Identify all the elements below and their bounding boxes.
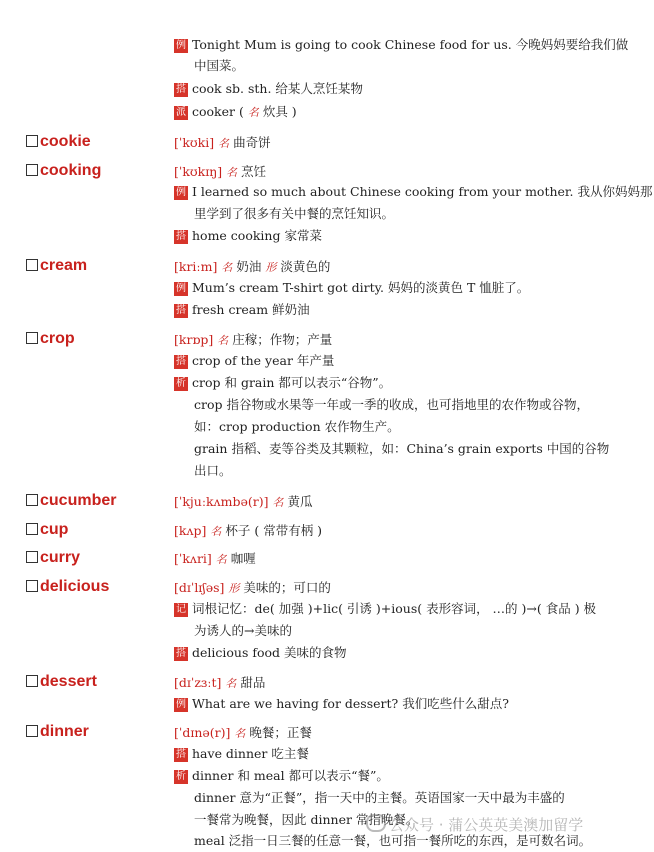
phrase-tag: 搭	[176, 305, 186, 316]
analysis-line-cont	[194, 438, 634, 459]
headword: dinner	[26, 722, 89, 742]
memory-tag: 记	[176, 604, 186, 615]
headword: crop	[26, 329, 75, 349]
analysis-text: dinner 和 meal 都可以表示“餐”。	[192, 768, 389, 783]
memory-text: 为诱人的→美味的	[194, 623, 292, 638]
definition-line	[174, 132, 614, 154]
pos-label: 名	[226, 166, 238, 179]
definition-line	[174, 329, 614, 351]
meaning: 美味的；可口的	[243, 580, 331, 595]
phrase-text: delicious food 美味的食物	[192, 645, 347, 660]
phrase-tag: 搭	[176, 231, 186, 242]
meaning: 杯子 ( 常带有柄 )	[225, 523, 323, 538]
meaning: 晚餐；正餐	[249, 725, 312, 740]
phrase-line	[174, 225, 614, 246]
analysis-line	[174, 765, 614, 786]
phonetic: [krɒp]	[174, 332, 214, 347]
analysis-text: dinner 意为“正餐”，指一天中的主餐。英语国家一天中最为丰盛的	[194, 790, 565, 805]
example-line-cont	[194, 203, 634, 224]
meaning: 淡黄色的	[280, 259, 331, 274]
phonetic: [ˈdɪnə(r)]	[174, 725, 231, 740]
definition-line	[174, 256, 614, 278]
pos-label: 形	[265, 261, 277, 274]
checkbox-icon[interactable]	[26, 259, 38, 271]
headword: cucumber	[26, 491, 116, 511]
wechat-icon	[366, 814, 386, 832]
derived-meaning: 炊具	[262, 104, 288, 119]
meaning: 曲奇饼	[233, 135, 271, 150]
example-text: I learned so much about Chinese cooking from your mother. 我从你妈妈那	[192, 184, 653, 199]
headword: cookie	[26, 132, 91, 152]
example-tag: 例	[176, 283, 186, 294]
phonetic: [ˈkʊkɪŋ]	[174, 164, 223, 179]
checkbox-icon[interactable]	[26, 164, 38, 176]
pos-label: 名	[215, 553, 227, 566]
example-tag: 例	[176, 187, 186, 198]
example-text: What are we having for dessert? 我们吃些什么甜点?	[192, 696, 509, 711]
headword: dessert	[26, 672, 97, 692]
phrase-tag: 搭	[176, 749, 186, 760]
pos-label: 名	[247, 106, 259, 119]
checkbox-icon[interactable]	[26, 551, 38, 563]
pos-label: 名	[225, 677, 237, 690]
checkbox-icon[interactable]	[26, 135, 38, 147]
meaning: 奶油	[236, 259, 262, 274]
pos-label: 名	[210, 525, 222, 538]
analysis-line-cont	[194, 787, 634, 808]
pos-label: 名	[272, 496, 284, 509]
example-line-cont	[194, 55, 634, 76]
memory-text: 词根记忆：de( 加强 )+lic( 引诱 )+ious( 表形容词， …的 )→( 食品 ) 极	[192, 601, 597, 616]
example-tag: 例	[176, 40, 186, 51]
phrase-line	[174, 78, 614, 99]
checkbox-icon[interactable]	[26, 494, 38, 506]
phrase-text: home cooking 家常菜	[192, 228, 322, 243]
definition-line	[174, 520, 614, 542]
phonetic: [dɪˈzɜːt]	[174, 675, 222, 690]
definition-line	[174, 548, 614, 570]
memory-line	[174, 598, 614, 619]
checkbox-icon[interactable]	[26, 332, 38, 344]
pos-label: 名	[217, 334, 229, 347]
phrase-text: cook sb. sth. 给某人烹饪某物	[192, 81, 363, 96]
example-text: Mum’s cream T-shirt got dirty. 妈妈的淡黄色 T 恤脏了。	[192, 280, 530, 295]
headword: cup	[26, 520, 68, 540]
pos-label: 名	[218, 137, 230, 150]
memory-line-cont	[194, 620, 634, 641]
meaning: 烹饪	[241, 164, 267, 179]
analysis-text: crop 指谷物或水果等一年或一季的收成，也可指地里的农作物或谷物，	[194, 397, 589, 412]
checkbox-icon[interactable]	[26, 580, 38, 592]
example-line	[174, 181, 653, 202]
derived-word: cooker	[192, 104, 235, 119]
analysis-line-cont	[194, 394, 634, 415]
pos-label: 名	[221, 261, 233, 274]
headword: cream	[26, 256, 87, 276]
checkbox-icon[interactable]	[26, 523, 38, 535]
phrase-line	[174, 743, 614, 764]
watermark: 公众号 · 蒲公英英美澳加留学	[366, 814, 583, 835]
phonetic: [dɪˈlɪʃəs]	[174, 580, 225, 595]
phrase-text: have dinner 吃主餐	[192, 746, 309, 761]
definition-line	[174, 161, 614, 183]
meaning: 庄稼；作物；产量	[232, 332, 333, 347]
phrase-tag: 搭	[176, 648, 186, 659]
pos-label: 形	[228, 582, 240, 595]
phonetic: [ˈkjuːkʌmbə(r)]	[174, 494, 269, 509]
phonetic: [kʌp]	[174, 523, 207, 538]
definition-line	[174, 577, 614, 599]
pos-label: 名	[234, 727, 246, 740]
phonetic: [kriːm]	[174, 259, 218, 274]
analysis-line	[174, 372, 614, 393]
example-tag: 例	[176, 699, 186, 710]
example-text: 中国菜。	[194, 58, 245, 73]
derived-tag: 派	[176, 107, 186, 118]
phrase-tag: 搭	[176, 356, 186, 367]
phonetic: [ˈkʌri]	[174, 551, 212, 566]
phrase-text: crop of the year 年产量	[192, 353, 335, 368]
definition-line	[174, 672, 614, 694]
analysis-text: 如：crop production 农作物生产。	[194, 419, 400, 434]
analysis-line-cont	[194, 460, 634, 481]
phrase-line	[174, 350, 614, 371]
analysis-text: 出口。	[194, 463, 232, 478]
analysis-text: grain 指稻、麦等谷类及其颗粒，如：China’s grain exports 中国的谷物	[194, 441, 610, 456]
headword: curry	[26, 548, 80, 568]
example-line	[174, 693, 614, 714]
example-line	[174, 34, 629, 55]
analysis-text: meal 泛指一日三餐的任意一餐，也可指一餐所吃的东西，是可数名词。	[194, 833, 592, 848]
phrase-tag: 搭	[176, 84, 186, 95]
headword: cooking	[26, 161, 101, 181]
checkbox-icon[interactable]	[26, 725, 38, 737]
phrase-text: fresh cream 鲜奶油	[192, 302, 310, 317]
analysis-text: 一餐常为晚餐，因此 dinner 常指晚餐。	[194, 812, 419, 827]
example-text: 里学到了很多有关中餐的烹饪知识。	[194, 206, 395, 221]
example-line	[174, 277, 614, 298]
phrase-line	[174, 642, 614, 663]
phrase-line	[174, 299, 614, 320]
derived-line: 派 cooker ( 名 炊具 )	[176, 104, 297, 119]
phonetic: [ˈkʊki]	[174, 135, 215, 150]
analysis-tag: 析	[176, 378, 186, 389]
analysis-tag: 析	[176, 771, 186, 782]
definition-line	[174, 722, 614, 744]
checkbox-icon[interactable]	[26, 675, 38, 687]
analysis-text: crop 和 grain 都可以表示“谷物”。	[192, 375, 392, 390]
meaning: 甜品	[240, 675, 266, 690]
example-text: Tonight Mum is going to cook Chinese food for us. 今晚妈妈要给我们做	[192, 37, 629, 52]
meaning: 咖喱	[230, 551, 256, 566]
analysis-line-cont	[194, 416, 634, 437]
definition-line	[174, 491, 614, 513]
headword: delicious	[26, 577, 109, 597]
meaning: 黄瓜	[287, 494, 313, 509]
